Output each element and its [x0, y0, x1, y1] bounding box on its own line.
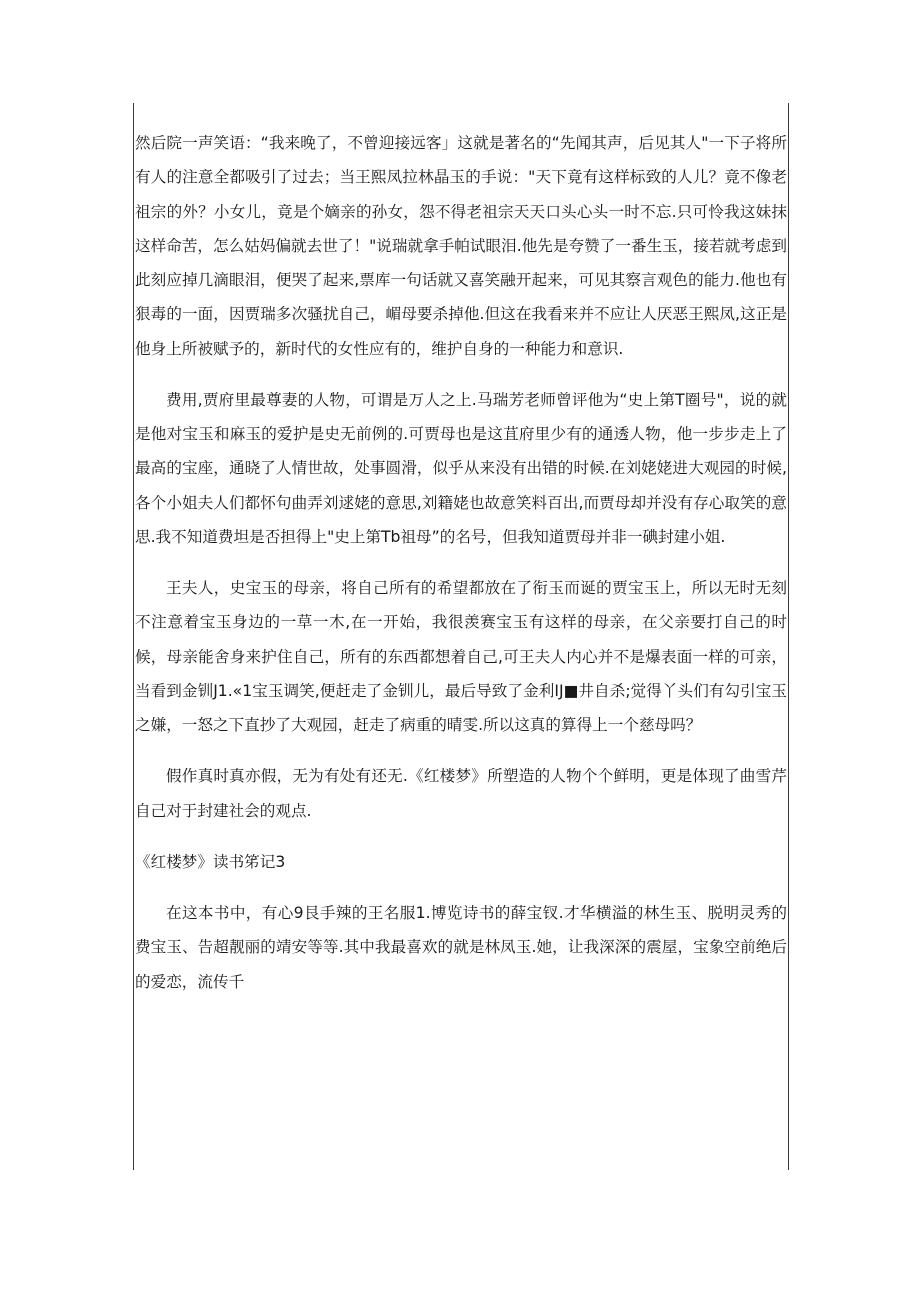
right-margin-rule: [788, 103, 789, 1170]
paragraph-characters: 在这本书中，有心9艮手辣的王名服1.博览诗书的薛宝钗.才华横溢的林生玉、脱明灵秀的费宝玉、告超靓丽的靖安等等.其中我最喜欢的就是林凤玉.她，让我深深的震屋，宝象空前绝后的爱恋，流传千: [135, 904, 787, 991]
left-margin-rule: [133, 103, 134, 1170]
document-body: [135, 126, 787, 1016]
paragraph-wang-xifeng: 然后院一声笑语：“我来晚了，不曾迎接远客」这就是著名的“先闻其声，后见其人"一下子将所有人的注意全都吸引了过去；当王熙凤拉林晶玉的手说："天下竟有这样标致的人儿？竟不像老祖宗的外？小女儿，竟是个嫡亲的孙女，怨不得老祖宗天天口头心头一时不忘.只可怜我这妹抹这样命苦，怎么姑妈偏就去世了！"说瑞就拿手帕试眼泪.他先是夸赞了一番生玉，接若就考虑到此刻应掉几滴眼泪，便哭了起来,票库一句话就又喜笑融开起来，可见其察言观色的能力.他也有狠毒的一面，因贾瑞多次骚扰自己，嵋母要杀掉他.但这在我看来并不应让人厌恶王熙凤,这正是他身上所被赋予的，新时代的女性应有的，维护自身的一种能力和意识.: [135, 134, 787, 358]
paragraph-lady-wang: 王夫人，史宝玉的母亲，将自己所有的希望都放在了衔玉而诞的贾宝玉上，所以无时无刻不注意着宝玉身边的一草一木,在一开始，我很羡赛宝玉有这样的母亲，在父亲要打自己的时候，母亲能舍身来护住自己，所有的东西都想着自己,可王夫人内心并不是爆表面一样的可亲，当看到金钏J1.«1宝玉调笑,便赶走了金钏儿，最后导致了金利IJ■井自杀;觉得丫头们有勾引宝玉之嫌，一怒之下直抄了大观园，赶走了病重的晴雯.所以这真的算得上一个慈母吗？: [135, 579, 787, 734]
section-heading: 《红楼梦》读书笫记3: [135, 852, 286, 871]
paragraph-conclusion: 假作真时真亦假，无为有处有还无.《红楼梦》所塑造的人物个个鲜明，更是体现了曲雪芹自己对于封建社会的观点.: [135, 767, 787, 820]
paragraph-jia-mu: 费用,贾府里最尊妻的人物，可谓是万人之上.马瑞芳老师曾评他为“史上第T圈号"，说的就是他对宝玉和麻玉的爱护是史无前例的.可贾母也是这苴府里少有的通透人物，他一步步走上了最高的宝座，通晓了人情世故，处事圆滑，似乎从来没有出错的时候.在刘姥姥进大观园的时候,各个小姐夫人们都怀句曲弄刘逑姥的意思,刘籍姥也故意笑料百出,而贾母却并没有存心取笑的意思.我不知道费坦是否担得上"史上第Tb祖母”的名号，但我知道贾母并非一碘封建小姐.: [135, 390, 787, 546]
